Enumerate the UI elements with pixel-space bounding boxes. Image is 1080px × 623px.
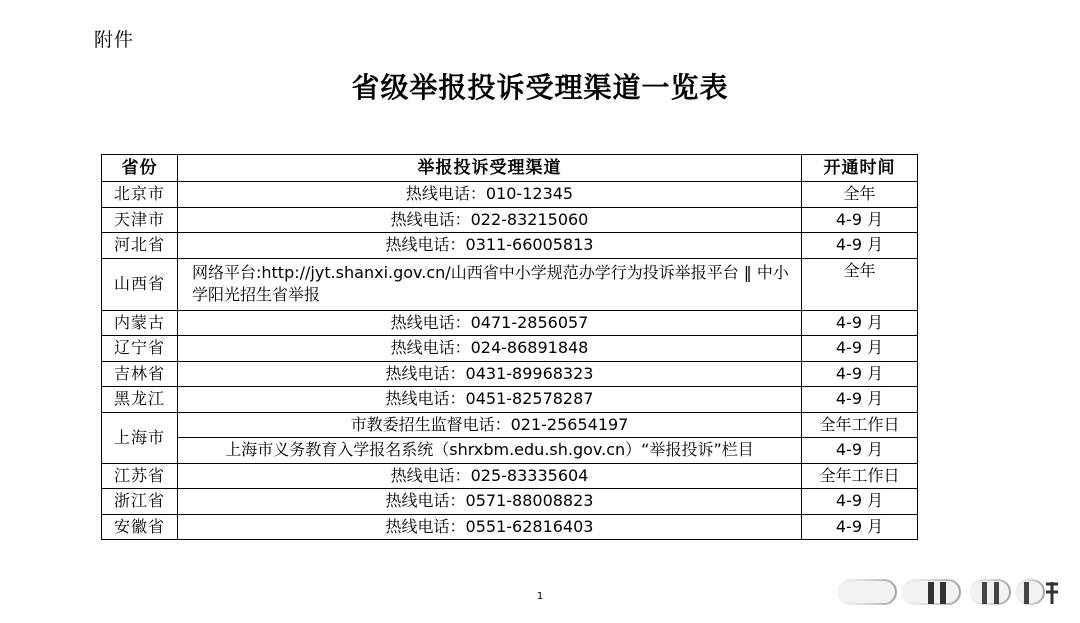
province-cell: 江苏省 (102, 463, 178, 489)
channel-cell: 热线电话：0571-88008823 (178, 489, 802, 515)
open-time-cell: 4-9 月 (802, 438, 918, 464)
table-row (102, 387, 918, 413)
province-cell: 河北省 (102, 233, 178, 259)
open-time-cell: 4-9 月 (802, 361, 918, 387)
table-row (102, 310, 918, 336)
open-time-cell: 4-9 月 (802, 514, 918, 540)
channel-cell: 热线电话：0311-66005813 (178, 233, 802, 259)
province-cell: 辽宁省 (102, 336, 178, 362)
province-cell: 安徽省 (102, 514, 178, 540)
channel-cell: 热线电话：0431-89968323 (178, 361, 802, 387)
channel-cell: 热线电话：0551-62816403 (178, 514, 802, 540)
open-time-cell: 4-9 月 (802, 233, 918, 259)
province-cell: 浙江省 (102, 489, 178, 515)
table-row (102, 233, 918, 259)
channel-cell: 热线电话：0471-2856057 (178, 310, 802, 336)
header-province: 省份 (102, 155, 178, 182)
table-row (102, 514, 918, 540)
channel-cell: 上海市义务教育入学报名系统（shrxbm.edu.sh.gov.cn）“举报投诉”栏目 (178, 438, 802, 464)
table-row (102, 412, 918, 438)
province-cell: 山西省 (102, 258, 178, 310)
channel-cell: 热线电话：024-86891848 (178, 336, 802, 362)
open-time-cell: 全年 (802, 258, 918, 310)
province-cell: 北京市 (102, 182, 178, 208)
page-number: 1 (536, 591, 544, 602)
header-open-time: 开通时间 (802, 155, 918, 182)
open-time-cell: 4-9 月 (802, 207, 918, 233)
header-channel: 举报投诉受理渠道 (178, 155, 802, 182)
table-row (102, 438, 918, 464)
province-cell: 黑龙江 (102, 387, 178, 413)
open-time-cell: 4-9 月 (802, 489, 918, 515)
table-row (102, 207, 918, 233)
channel-cell: 热线电话：022-83215060 (178, 207, 802, 233)
channel-cell: 热线电话：0451-82578287 (178, 387, 802, 413)
page-title: 省级举报投诉受理渠道一览表 (351, 71, 729, 104)
province-cell: 天津市 (102, 207, 178, 233)
open-time-cell: 4-9 月 (802, 336, 918, 362)
channel-cell: 网络平台:http://jyt.shanxi.gov.cn/山西省中小学规范办学行为投诉举报平台 ‖ 中小学阳光招生省举报 (178, 258, 802, 310)
open-time-cell: 4-9 月 (802, 387, 918, 413)
attachment-label: 附件 (94, 29, 135, 51)
table-row (102, 336, 918, 362)
table-row (102, 258, 918, 310)
province-cell: 吉林省 (102, 361, 178, 387)
watermark-icon (836, 574, 1062, 610)
channel-cell: 市教委招生监督电话：021-25654197 (178, 412, 802, 438)
table-row (102, 463, 918, 489)
province-cell: 内蒙古 (102, 310, 178, 336)
open-time-cell: 4-9 月 (802, 310, 918, 336)
channel-cell: 热线电话：010-12345 (178, 182, 802, 208)
open-time-cell: 全年工作日 (802, 463, 918, 489)
open-time-cell: 全年 (802, 182, 918, 208)
table-row (102, 182, 918, 208)
open-time-cell: 全年工作日 (802, 412, 918, 438)
channel-cell: 热线电话：025-83335604 (178, 463, 802, 489)
table-header-row (102, 155, 918, 182)
complaint-channels-table (101, 154, 918, 540)
province-cell: 上海市 (102, 412, 178, 463)
table-row (102, 489, 918, 515)
table-row (102, 361, 918, 387)
